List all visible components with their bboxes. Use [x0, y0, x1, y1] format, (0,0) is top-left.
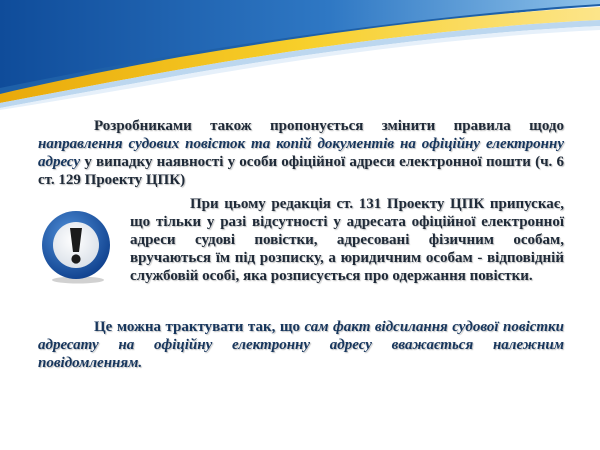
paragraph-1-text: Розробниками також пропонується змінити правила щодо	[94, 118, 564, 134]
paragraph-3-text: Це можна трактувати так, що	[94, 319, 305, 335]
warning-exclamation-icon	[38, 208, 114, 284]
paragraph-1-emphasis: направлення судових повісток та копій документів на офіційну електронну адресу	[38, 136, 564, 170]
header-wave-banner	[0, 0, 600, 110]
paragraph-1-text-end: у випадку наявності у особи офіційної адреси електронної пошти (ч. 6 ст. 129 Проекту ЦПК)	[38, 154, 564, 188]
paragraph-1	[38, 117, 564, 189]
paragraph-3-emphasis: сам факт відсилання судової повістки адресату на офіційну електронну адресу вважається належним повідомленням.	[38, 319, 565, 371]
paragraph-3	[38, 318, 564, 372]
paragraph-2: При цьому редакція ст. 131 Проекту ЦПК припускає, що тільки у разі відсутності у адресата офіційної електронної адреси судові повістки, адресовані фізичним особам, вручаються їм під розписку, а юридичним особам - відповідній службовій особі, яка розписується про одержання повістки.	[130, 196, 564, 284]
